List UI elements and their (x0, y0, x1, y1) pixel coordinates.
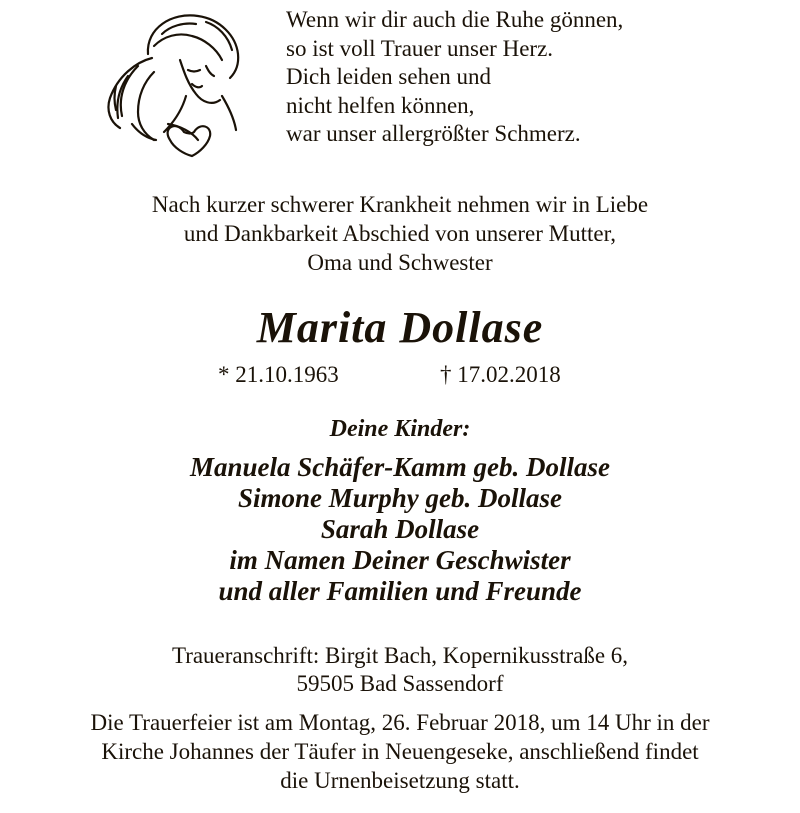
poem (286, 6, 623, 149)
poem-line: Dich leiden sehen und (286, 64, 492, 89)
service-line: Die Trauerfeier ist am Montag, 26. Februar 2018, um 14 Uhr in der (90, 710, 710, 735)
mourner-line: und aller Familien und Freunde (218, 576, 582, 606)
intro-line: Nach kurzer schwerer Krankheit nehmen wir in Liebe (151, 192, 649, 217)
mourner-line: Simone Murphy geb. Dollase (237, 483, 563, 513)
poem-line: Wenn wir dir auch die Ruhe gönnen, (286, 7, 624, 32)
poem-line: nicht helfen können, (286, 92, 475, 118)
service-line: die Urnenbeisetzung statt. (280, 768, 520, 793)
address-line: 59505 Bad Sassendorf (296, 671, 504, 696)
poem-line: war unser allergrößter Schmerz. (286, 121, 581, 146)
intro-line: und Dankbarkeit Abschied von unserer Mutter, (183, 221, 617, 246)
address-line: Traueranschrift: Birgit Bach, Kopernikusstraße 6, (171, 643, 629, 668)
death-date: † 17.02.2018 (440, 362, 561, 387)
intro-line: Oma und Schwester (307, 250, 493, 275)
mourner-line: Manuela Schäfer-Kamm geb. Dollase (189, 452, 610, 482)
mourning-address (0, 642, 800, 698)
mourner-line: im Namen Deiner Geschwister (229, 545, 571, 575)
mourners-list (0, 452, 800, 607)
poem-line: so ist voll Trauer unser Herz. (286, 35, 554, 61)
mourners-heading: Deine Kinder: (329, 416, 471, 442)
birth-date: * 21.10.1963 (218, 362, 339, 387)
mourner-line: Sarah Dollase (320, 514, 480, 544)
angel-with-heart-icon (88, 6, 266, 166)
intro-text (0, 190, 800, 277)
deceased-name: Marita Dollase (256, 303, 544, 352)
service-line: Kirche Johannes der Täufer in Neuengeseke, anschließend findet (101, 739, 699, 764)
service-info (0, 708, 800, 795)
